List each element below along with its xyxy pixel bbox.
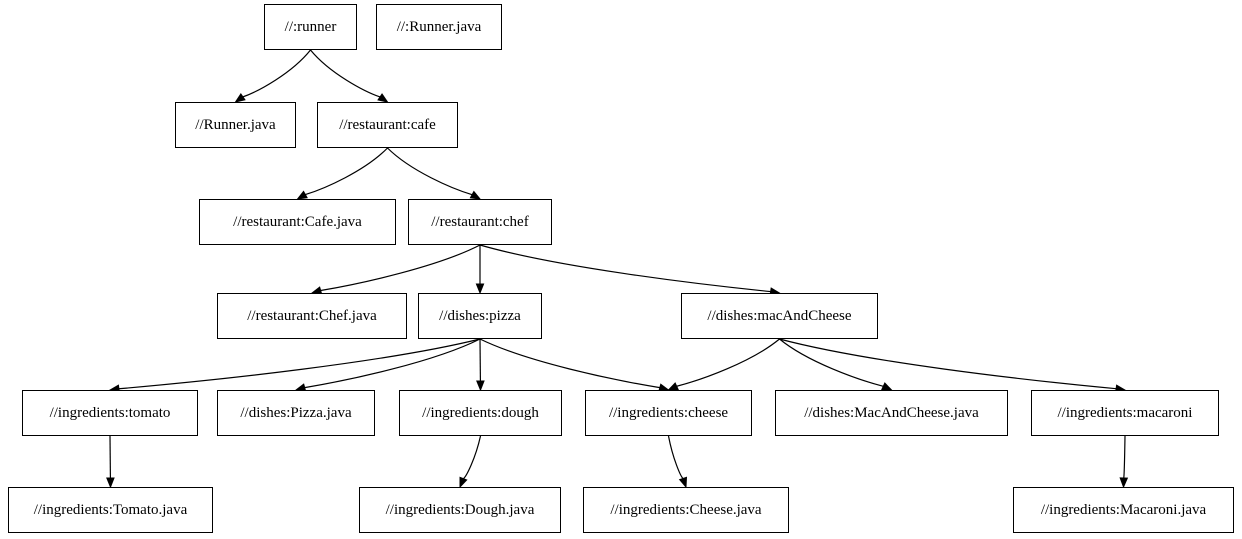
graph-arrowhead [1120,478,1127,487]
graph-node-runner_java_root[interactable] [376,4,502,50]
graph-edge-restaurant_cafe-to-cafe_java [305,148,387,195]
graph-arrowhead [680,477,687,487]
graph-edge-dishes_macand-to-ing_cheese [677,339,780,386]
graph-arrowhead [460,477,467,487]
graph-node-macaroni_java[interactable] [1013,487,1234,533]
graph-edge-dishes_pizza-to-ing_tomato [119,339,480,389]
graph-edge-runner-to-runner_java [243,50,311,97]
graph-node-runner[interactable] [264,4,357,50]
graph-node-label: //ingredients:Dough.java [385,501,535,518]
graph-node-dishes_macand[interactable] [681,293,878,339]
graph-edge-ing_cheese-to-cheese_java [669,436,684,478]
graph-node-tomato_java[interactable] [8,487,213,533]
graph-node-dishes_pizza[interactable] [418,293,542,339]
graph-node-ing_cheese[interactable] [585,390,752,436]
graph-edge-ing_macaroni-to-macaroni_java [1124,436,1125,478]
graph-node-label: //restaurant:Cafe.java [233,213,362,230]
graph-edge-restaurant_cafe-to-restaurant_chef [388,148,473,195]
graph-node-label: //ingredients:Tomato.java [33,501,188,518]
graph-node-dough_java[interactable] [359,487,561,533]
graph-edge-ing_dough-to-dough_java [463,436,480,479]
graph-node-pizza_java[interactable] [217,390,375,436]
graph-node-chef_java[interactable] [217,293,407,339]
graph-node-runner_java[interactable] [175,102,296,148]
graph-node-label: //dishes:Pizza.java [240,404,352,421]
graph-edge-runner-to-restaurant_cafe [311,50,381,97]
graph-node-label: //ingredients:macaroni [1057,404,1193,421]
graph-node-label: //ingredients:cheese [608,404,729,421]
graph-arrowhead [236,94,245,102]
graph-node-label: //:Runner.java [396,18,482,35]
graph-node-ing_tomato[interactable] [22,390,198,436]
graph-arrowhead [476,284,483,293]
graph-node-ing_macaroni[interactable] [1031,390,1219,436]
graph-arrowhead [669,383,679,390]
graph-node-macandcheese_java[interactable] [775,390,1008,436]
graph-arrowhead [470,192,480,199]
graph-arrowhead [107,478,114,487]
graph-node-cheese_java[interactable] [583,487,789,533]
graph-node-ing_dough[interactable] [399,390,562,436]
graph-node-label: //dishes:macAndCheese [707,307,852,324]
graph-node-label: //Runner.java [195,116,276,133]
graph-node-label: //ingredients:Cheese.java [610,501,762,518]
graph-node-label: //:runner [284,18,337,35]
graph-node-label: //dishes:pizza [439,307,521,324]
graph-node-cafe_java[interactable] [199,199,396,245]
graph-edge-dishes_pizza-to-ing_cheese [480,339,660,388]
graph-arrowhead [298,191,308,199]
graph-node-label: //restaurant:Chef.java [247,307,377,324]
graph-node-label: //restaurant:chef [431,213,529,230]
graph-node-label: //dishes:MacAndCheese.java [804,404,979,421]
graph-node-restaurant_chef[interactable] [408,199,552,245]
graph-edge-dishes_macand-to-ing_macaroni [780,339,1117,389]
graph-edge-restaurant_chef-to-chef_java [321,245,480,291]
graph-node-label: //ingredients:Macaroni.java [1040,501,1207,518]
graph-node-label: //restaurant:cafe [339,116,436,133]
graph-arrowhead [882,383,892,390]
graph-edge-restaurant_chef-to-dishes_macand [480,245,771,292]
graph-node-label: //ingredients:tomato [49,404,171,421]
graph-node-restaurant_cafe[interactable] [317,102,458,148]
graph-node-label: //ingredients:dough [422,404,539,421]
graph-arrowhead [477,381,484,390]
graph-edge-dishes_macand-to-macandcheese_java [780,339,884,386]
graph-edge-dishes_pizza-to-pizza_java [305,339,480,388]
graph-arrowhead [378,94,387,102]
